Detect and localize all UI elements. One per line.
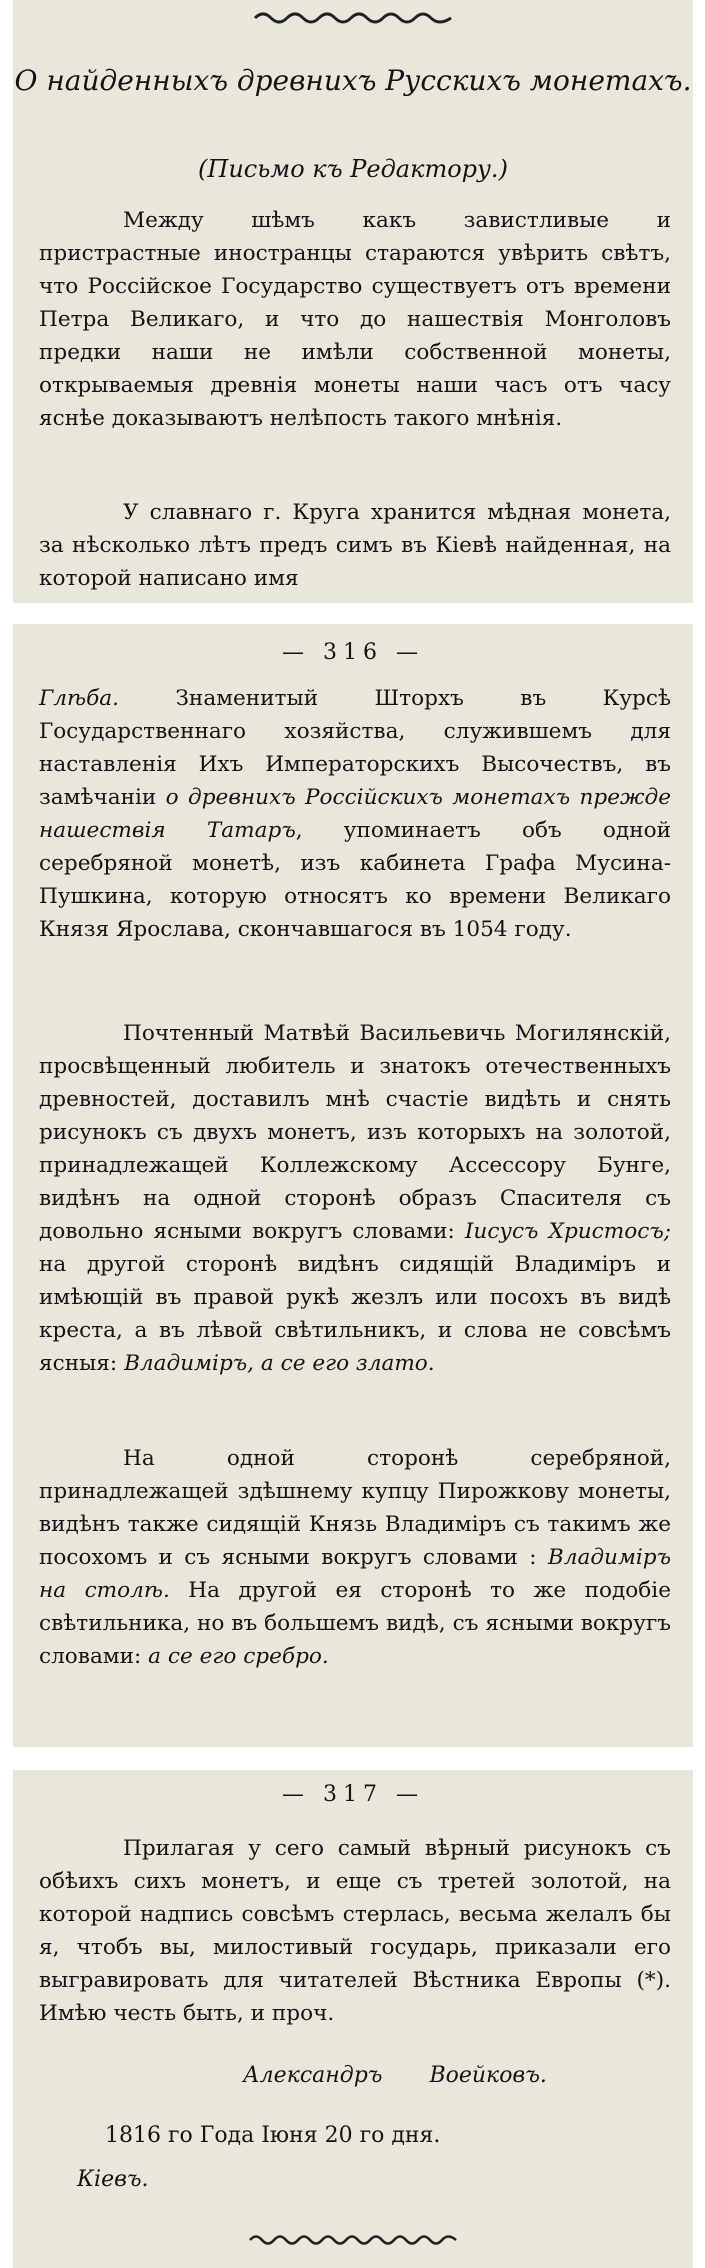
paragraph-silver-coin [39,1442,671,1673]
italic-inscription-silver: а се его сребро. [148,1644,329,1669]
page-number-316: — 316 — [282,640,424,665]
italic-work-title: о древнихъ Россійскихъ монетахъ прежде нашествія Татаръ [39,785,671,843]
top-ornament [13,6,693,30]
date-line: 1816 го Года Іюня 20 го дня. [105,2123,441,2148]
italic-inscription-jesus: Іисусъ Христосъ; [464,1219,672,1244]
text-segment: , упоминаетъ объ одной серебряной монетѣ, изъ кабинета Графа Мусина-Пушкина, которую относятъ ко времени Великаго Князя Ярослава, скончавшагося въ 1054 году. [39,818,671,942]
italic-inscription-gold: Владиміръ, а се его злато. [124,1351,435,1376]
page-number-317: — 317 — [282,1782,424,1807]
signature-last-name: Воейковъ. [429,2063,547,2088]
paragraph-2: У славнаго г. Круга хранится мѣдная монета, за нѣсколько лѣтъ предъ симъ въ Кіевѣ найденная, на которой написано имя [39,500,671,591]
signature [243,2060,663,2092]
text-segment: Знаменитый Шторхъ въ Курсѣ Государственнаго хозяйства, служившемъ для наставленія Ихъ Императорскихъ Высочествъ, въ замѣчаніи [39,686,671,810]
page-top [13,0,693,603]
bottom-ornament [13,2228,693,2252]
signature-first-name: Александръ [243,2063,383,2088]
article-subtitle: (Письмо къ Редактору.) [198,155,508,183]
text-segment: Почтенный Матвѣй Васильевичь Могилянскій, просвѣщенный любитель и знатокъ отечественныхъ древностей, доставилъ мнѣ счастіе видѣть и снять рисунокъ съ двухъ монетъ, изъ которыхъ на золотой, принадлежащей Коллежскому Ассессору Бунге, видѣнъ на одной сторонѣ образъ Спасителя съ довольно ясными вокругъ словами: [39,1021,671,1244]
text-segment: на другой сторонѣ видѣнъ сидящій Владиміръ и имѣющій въ правой рукѣ жезлъ или посохъ въ видѣ креста, а въ лѣвой свѣтильникъ, и слова не совсѣмъ ясныя: [39,1252,671,1376]
page-316 [13,624,693,1747]
article-title: О найденныхъ древнихъ Русскихъ монетахъ. [14,64,692,97]
paragraph-mogilyansky [39,1017,671,1380]
italic-inscription-stol: Владиміръ на столѣ. [39,1545,671,1603]
page-317 [13,1770,693,2268]
paragraph-gleb [39,682,671,946]
paragraph-closing: Прилагая у сего самый вѣрный рисунокъ съ обѣихъ сихъ монетъ, и еще съ третей золотой, на которой надпись совсѣмъ стерлась, весьма желалъ бы я, чтобъ вы, милостивый государь, приказали его выгравировать для читателей Вѣстника Европы (*). Имѣю честь быть, и проч. [39,1836,671,2026]
text-segment: На одной сторонѣ серебряной, принадлежащей здѣшнему купцу Пирожкову монеты, видѣнъ также сидящій Князь Владиміръ съ такимъ же посохомъ и съ ясными вокругъ словами : [39,1446,671,1570]
place-kiev: Кіевъ. [77,2167,149,2192]
italic-name-gleb: Глѣба. [39,686,120,711]
paragraph-1: Между шѣмъ какъ завистливые и пристрастные иностранцы стараются увѣрить свѣтъ, что Россійское Государство существуетъ отъ времени Петра Великаго, и что до нашествія Монголовъ предки наши не имѣли собственной монеты, открываемыя древнія монеты наши часъ отъ часу яснѣе доказываютъ нелѣпость такого мнѣнія. [39,208,671,431]
text-segment: На другой ея сторонѣ то же подобіе свѣтильника, но въ большемъ видѣ, съ ясными вокругъ словами: [39,1578,671,1669]
